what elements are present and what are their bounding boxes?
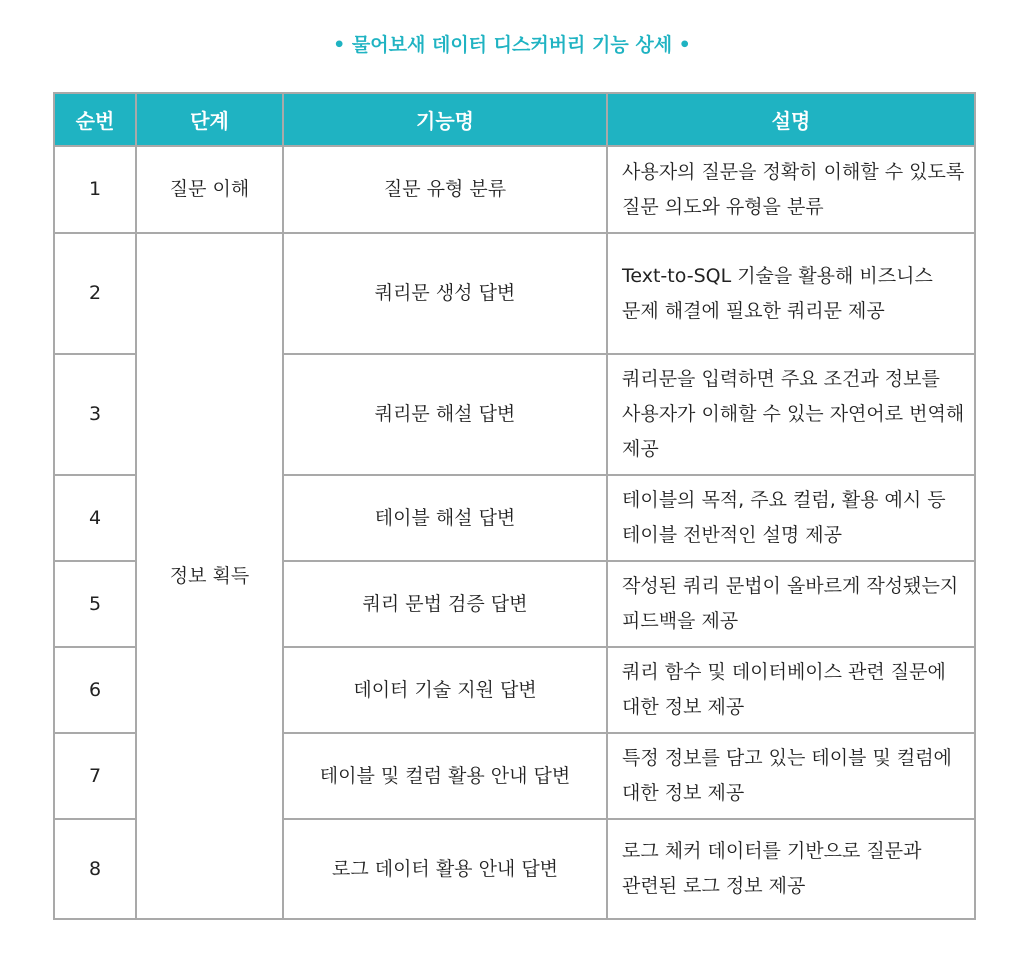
- row-number: 8: [54, 819, 136, 919]
- row-feature: 질문 유형 분류: [283, 146, 607, 233]
- row-description: 쿼리 함수 및 데이터베이스 관련 질문에 대한 정보 제공: [607, 647, 975, 733]
- header-row: [54, 93, 975, 146]
- row-number: 3: [54, 354, 136, 475]
- feature-table: [53, 92, 976, 920]
- row-feature: 쿼리문 해설 답변: [283, 354, 607, 475]
- row-feature: 로그 데이터 활용 안내 답변: [283, 819, 607, 919]
- header-stage: 단계: [136, 93, 283, 146]
- row-feature: 테이블 및 컬럼 활용 안내 답변: [283, 733, 607, 819]
- row-description: 로그 체커 데이터를 기반으로 질문과 관련된 로그 정보 제공: [607, 819, 975, 919]
- header-description: 설명: [607, 93, 975, 146]
- row-description: 작성된 쿼리 문법이 올바르게 작성됐는지 피드백을 제공: [607, 561, 975, 647]
- row-description: 테이블의 목적, 주요 컬럼, 활용 예시 등 테이블 전반적인 설명 제공: [607, 475, 975, 561]
- row-stage: 정보 획득: [136, 233, 283, 919]
- row-number: 1: [54, 146, 136, 233]
- row-description: Text-to-SQL 기술을 활용해 비즈니스 문제 해결에 필요한 쿼리문 제공: [607, 233, 975, 354]
- row-number: 2: [54, 233, 136, 354]
- row-stage: 질문 이해: [136, 146, 283, 233]
- row-description: 사용자의 질문을 정확히 이해할 수 있도록 질문 의도와 유형을 분류: [607, 146, 975, 233]
- row-number: 7: [54, 733, 136, 819]
- table-caption: • 물어보새 데이터 디스커버리 기능 상세 •: [333, 34, 691, 56]
- header-number: 순번: [54, 93, 136, 146]
- row-description: 특정 정보를 담고 있는 테이블 및 컬럼에 대한 정보 제공: [607, 733, 975, 819]
- table-row: [54, 233, 975, 354]
- row-feature: 데이터 기술 지원 답변: [283, 647, 607, 733]
- row-feature: 쿼리문 생성 답변: [283, 233, 607, 354]
- header-feature: 기능명: [283, 93, 607, 146]
- row-number: 6: [54, 647, 136, 733]
- row-feature: 쿼리 문법 검증 답변: [283, 561, 607, 647]
- table-row: [54, 146, 975, 233]
- row-number: 4: [54, 475, 136, 561]
- row-feature: 테이블 해설 답변: [283, 475, 607, 561]
- row-number: 5: [54, 561, 136, 647]
- row-description: 쿼리문을 입력하면 주요 조건과 정보를 사용자가 이해할 수 있는 자연어로 번역해 제공: [607, 354, 975, 475]
